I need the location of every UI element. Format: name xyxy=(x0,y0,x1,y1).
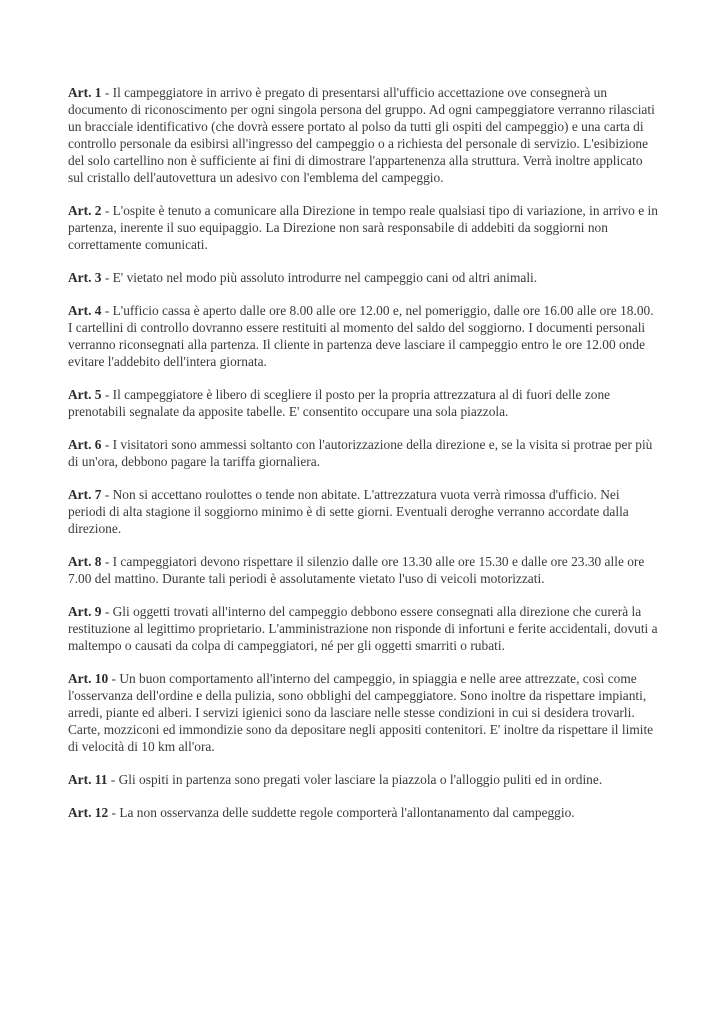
article-8 xyxy=(68,553,658,587)
article-number: Art. 8 xyxy=(68,554,102,569)
article-number: Art. 6 xyxy=(68,437,102,452)
article-text: L'ufficio cassa è aperto dalle ore 8.00 alle ore 12.00 e, nel pomeriggio, dalle ore 16.00 alle ore 18.00. I cartellini di controllo dovranno essere restituiti al momento del saldo del soggiorno. I documenti personali verranno riconsegnati alla partenza. Il cliente in partenza deve lasciare il campeggio entro le ore 12.00 onde evitare l'addebito dell'intera giornata. xyxy=(68,303,654,369)
regulations-body xyxy=(68,84,658,837)
article-number: Art. 2 xyxy=(68,203,102,218)
article-4 xyxy=(68,302,658,370)
article-3 xyxy=(68,269,658,286)
article-separator: - xyxy=(101,85,113,100)
article-number: Art. 12 xyxy=(68,805,109,820)
article-text: I visitatori sono ammessi soltanto con l'autorizzazione della direzione e, se la visita si protrae per più di un'ora, debbono pagare la tariffa giornaliera. xyxy=(68,437,653,469)
article-text: Gli ospiti in partenza sono pregati voler lasciare la piazzola o l'alloggio puliti ed in ordine. xyxy=(118,772,603,787)
article-5 xyxy=(68,386,658,420)
article-text: E' vietato nel modo più assoluto introdurre nel campeggio cani od altri animali. xyxy=(112,270,538,285)
article-text: L'ospite è tenuto a comunicare alla Direzione in tempo reale qualsiasi tipo di variazione, in arrivo e in partenza, inerente il suo equipaggio. La Direzione non sarà responsabile di addebiti da soggiorni non correttamente comunicati. xyxy=(68,203,658,252)
article-2 xyxy=(68,202,658,253)
article-separator: - xyxy=(101,203,113,218)
article-number: Art. 10 xyxy=(68,671,109,686)
article-text: I campeggiatori devono rispettare il silenzio dalle ore 13.30 alle ore 15.30 e dalle ore 23.30 alle ore 7.00 del mattino. Durante tali periodi è assolutamente vietato l'uso di veicoli motorizzati. xyxy=(68,554,645,586)
article-number: Art. 9 xyxy=(68,604,102,619)
article-6 xyxy=(68,436,658,470)
article-12 xyxy=(68,804,658,821)
article-text: Il campeggiatore in arrivo è pregato di presentarsi all'ufficio accettazione ove consegnerà un documento di riconoscimento per ogni singola persona del gruppo. Ad ogni campeggiatore verranno rilasciati un bracciale identificativo (che dovrà essere portato al polso da tutti gli ospiti del campeggio) e una carta di controllo personale da esibirsi all'ingresso del campeggio o a richiesta del personale di servizio. L'esibizione del solo cartellino non è sufficiente ai fini di dimostrare l'appartenenza alla struttura. Verrà inoltre applicato sul cristallo dell'autovettura un adesivo con l'emblema del campeggio. xyxy=(68,85,655,185)
article-text: Non si accettano roulottes o tende non abitate. L'attrezzatura vuota verrà rimossa d'ufficio. Nei periodi di alta stagione il soggiorno minimo è di sette giorni. Eventuali deroghe verranno accordate dalla direzione. xyxy=(68,487,629,536)
article-number: Art. 5 xyxy=(68,387,102,402)
article-text: Il campeggiatore è libero di scegliere il posto per la propria attrezzatura al di fuori delle zone prenotabili segnalate da apposite tabelle. E' consentito occupare una sola piazzola. xyxy=(68,387,611,419)
article-separator: - xyxy=(101,554,113,569)
article-separator: - xyxy=(107,772,119,787)
article-10 xyxy=(68,670,658,755)
article-separator: - xyxy=(101,487,113,502)
article-separator: - xyxy=(101,387,113,402)
article-9 xyxy=(68,603,658,654)
article-separator: - xyxy=(101,437,113,452)
article-number: Art. 4 xyxy=(68,303,102,318)
article-7 xyxy=(68,486,658,537)
article-number: Art. 3 xyxy=(68,270,102,285)
article-1 xyxy=(68,84,658,186)
article-number: Art. 7 xyxy=(68,487,102,502)
article-separator: - xyxy=(108,671,120,686)
article-separator: - xyxy=(101,604,113,619)
article-text: Un buon comportamento all'interno del campeggio, in spiaggia e nelle aree attrezzate, così come l'osservanza dell'ordine e della pulizia, sono obblighi del campeggiatore. Sono inoltre da rispettare impianti, arredi, piante ed alberi. I servizi igienici sono da lasciare nelle stesse condizioni in cui si desidera trovarli. Carte, mozziconi ed immondizie sono da depositare negli appositi contenitori. E' inoltre da rispettare il limite di velocità di 10 km all'ora. xyxy=(68,671,654,754)
article-text: La non osservanza delle suddette regole comporterà l'allontanamento dal campeggio. xyxy=(119,805,575,820)
article-separator: - xyxy=(101,303,113,318)
article-11 xyxy=(68,771,658,788)
article-separator: - xyxy=(108,805,120,820)
article-separator: - xyxy=(101,270,113,285)
article-number: Art. 1 xyxy=(68,85,102,100)
article-text: Gli oggetti trovati all'interno del campeggio debbono essere consegnati alla direzione che curerà la restituzione al legittimo proprietario. L'amministrazione non risponde di infortuni e ferite accidentali, dovuti a maltempo o causati da colpa di campeggiatori, né per gli oggetti smarriti o rubati. xyxy=(68,604,658,653)
article-number: Art. 11 xyxy=(68,772,108,787)
